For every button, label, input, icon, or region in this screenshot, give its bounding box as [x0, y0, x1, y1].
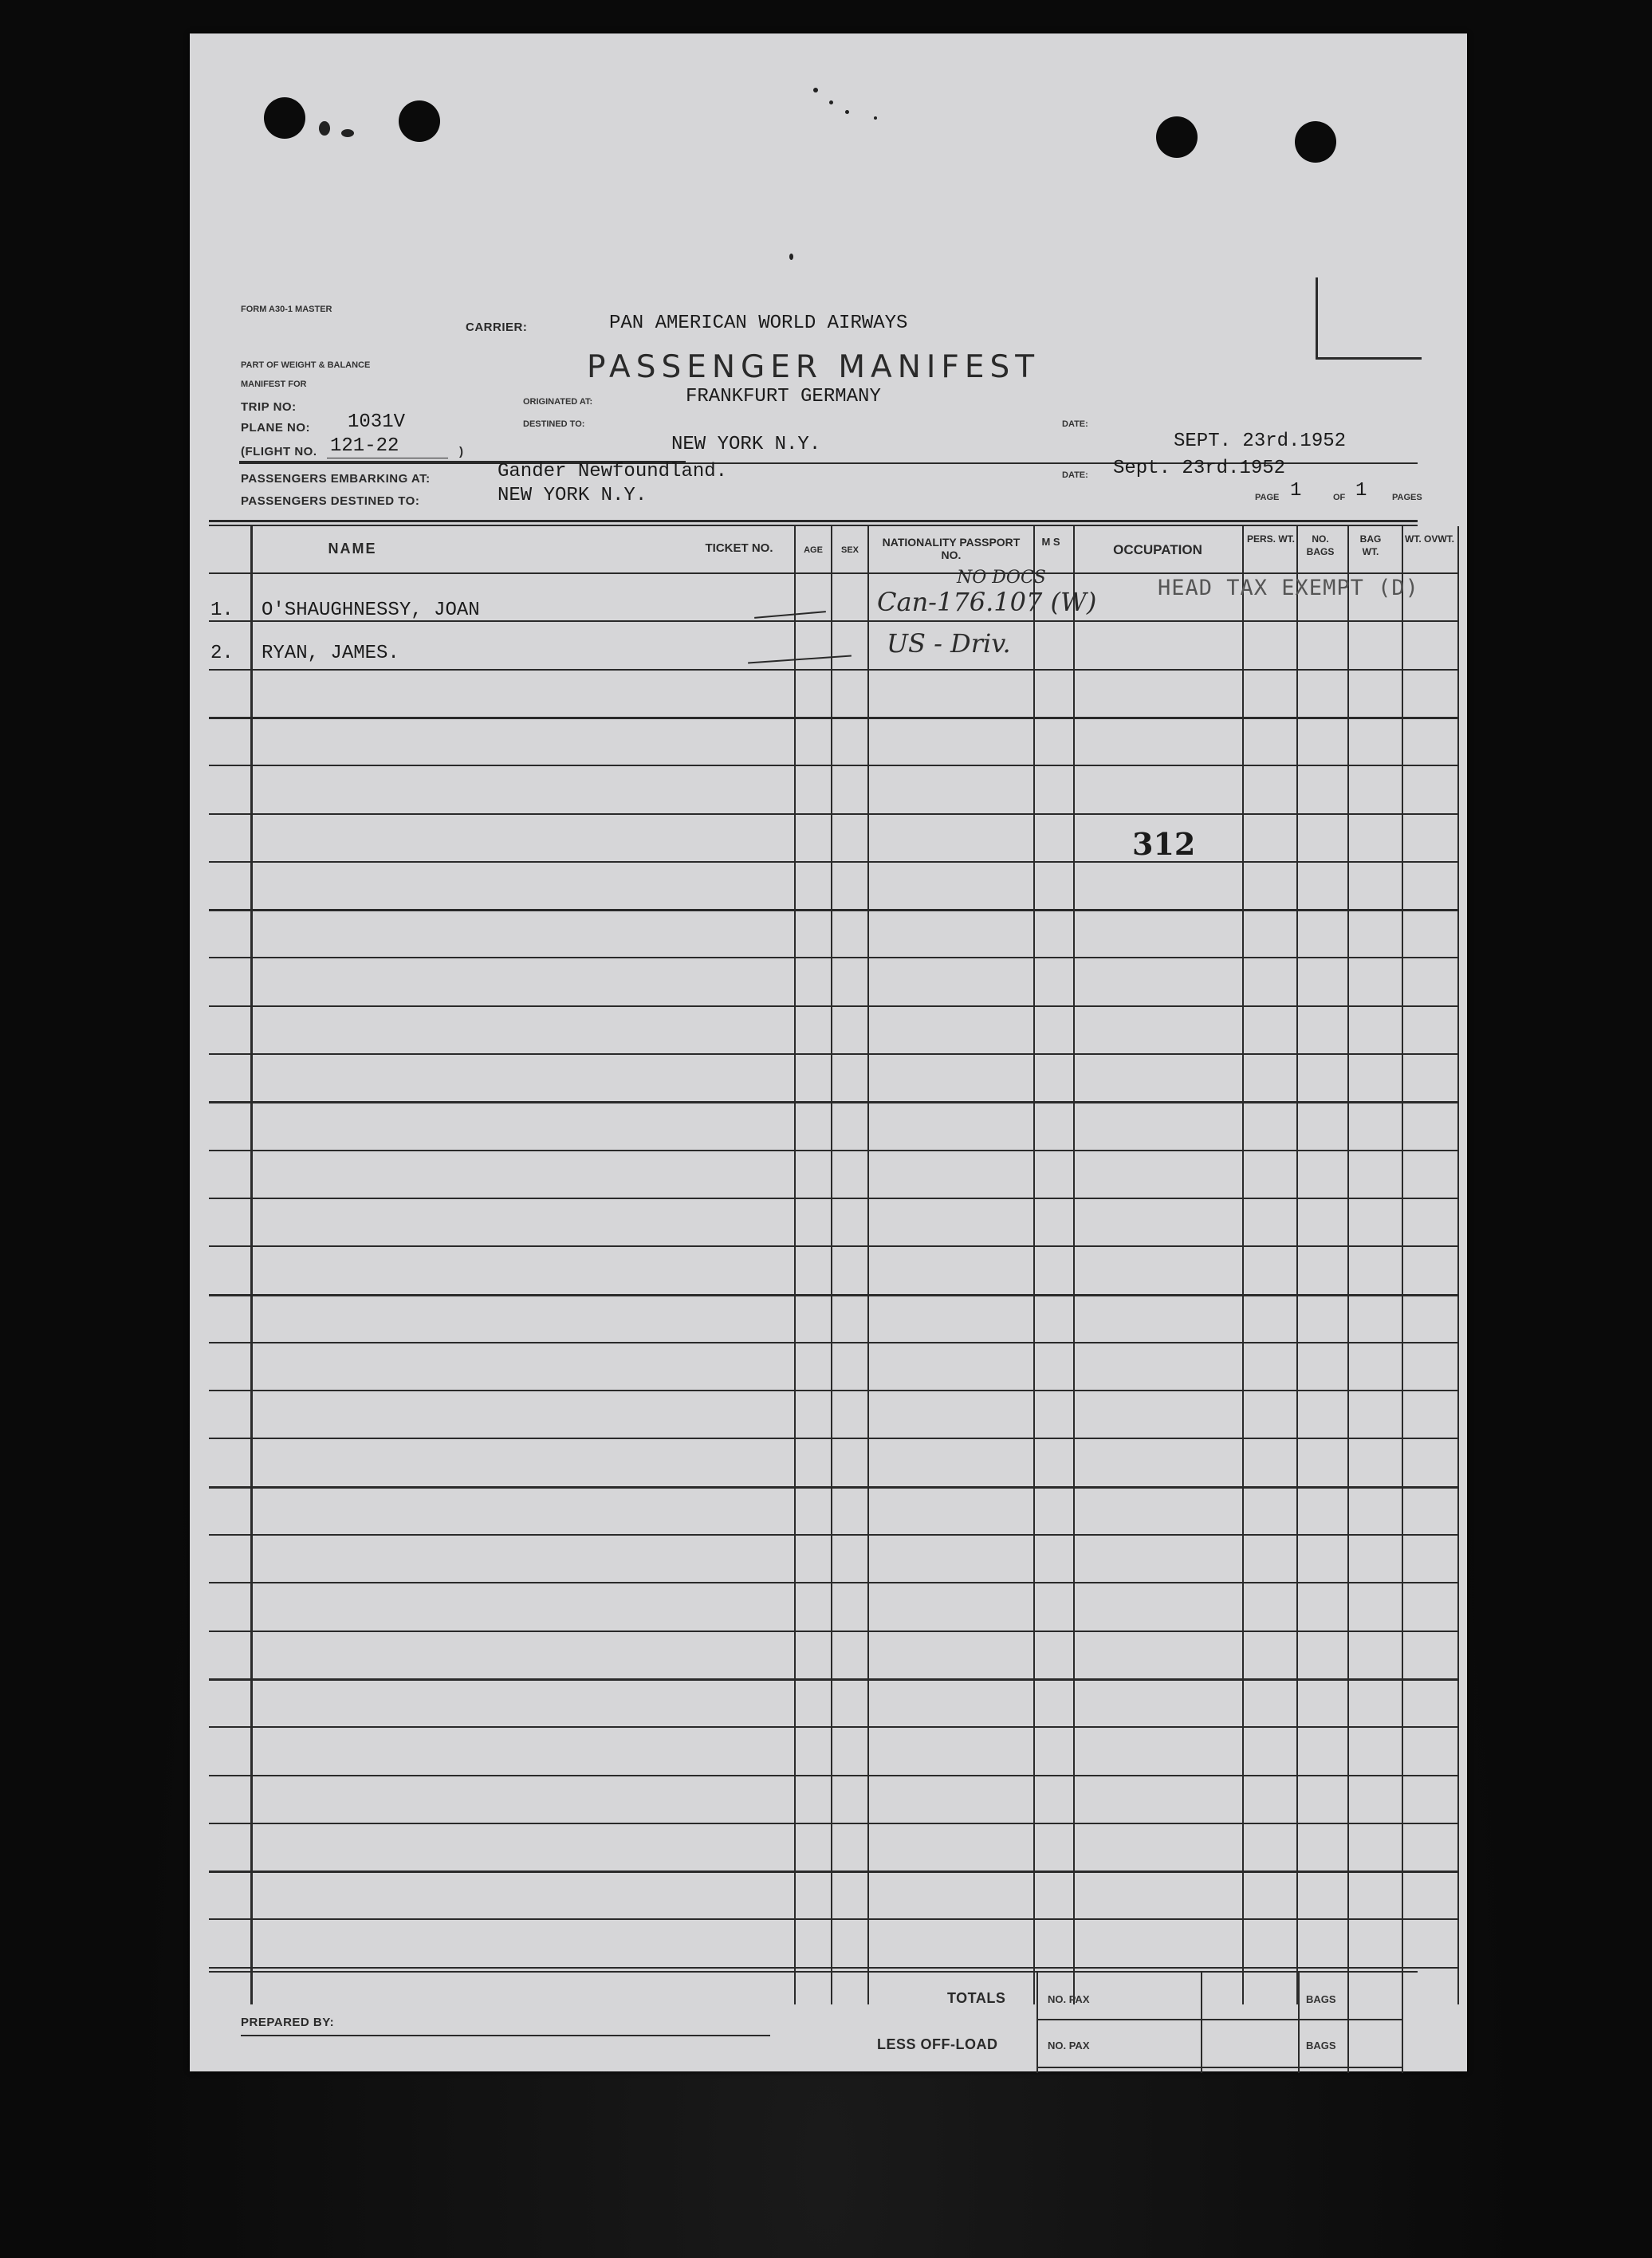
col-header-sex: SEX: [840, 545, 859, 555]
nationality-note: NO DOCS: [957, 568, 1046, 588]
prepared-by-line: [241, 2035, 770, 2036]
table-row-rule: [209, 1053, 1457, 1055]
totals-bags-label: BAGS: [1306, 1993, 1336, 2005]
table-top-rule: [209, 520, 1418, 522]
col-divider: [250, 526, 253, 2004]
manifest-sheet: [190, 33, 1467, 2071]
footer-divider: [1402, 1971, 1403, 2073]
table-top-rule-2: [209, 525, 1418, 526]
destined-pax-value: NEW YORK N.Y.: [498, 485, 647, 506]
punch-hole-icon: [1156, 116, 1198, 158]
col-divider: [1402, 526, 1403, 2004]
page-annotation-number: 312: [1132, 826, 1196, 862]
table-row-rule: [209, 1534, 1457, 1536]
page-title: PASSENGER MANIFEST: [587, 349, 1040, 385]
corner-registration-mark: [1316, 277, 1422, 360]
col-divider: [1457, 526, 1459, 2004]
col-header-bag-wt: BAG WT.: [1359, 533, 1382, 557]
plane-no-label: PLANE NO:: [241, 421, 310, 435]
date2-label: DATE:: [1062, 470, 1088, 480]
form-number: FORM A30-1 MASTER: [241, 305, 332, 314]
embarking-label: PASSENGERS EMBARKING AT:: [241, 472, 431, 486]
footer-divider: [1036, 1971, 1038, 2073]
embarking-value: Gander Newfoundland.: [498, 461, 728, 482]
table-row-rule: [209, 1101, 1457, 1103]
table-row-rule: [209, 1294, 1457, 1296]
table-row-rule: [209, 572, 1457, 574]
footer-mid-rule: [1036, 2019, 1402, 2020]
page-value: 1: [1290, 480, 1302, 502]
table-row-rule: [209, 1726, 1457, 1728]
col-divider: [1296, 526, 1298, 2004]
head-tax-stamp: HEAD TAX EXEMPT (D): [1158, 576, 1419, 600]
table-row-rule: [209, 813, 1457, 815]
punch-hole-icon: [1295, 121, 1336, 163]
speck: [829, 100, 833, 104]
col-divider: [1347, 526, 1349, 2004]
speck: [789, 254, 793, 260]
table-row-rule: [209, 1005, 1457, 1007]
carrier-value: PAN AMERICAN WORLD AIRWAYS: [609, 313, 908, 334]
totals-no-pax-label: NO. PAX: [1048, 1993, 1090, 2005]
col-divider: [1033, 526, 1035, 2004]
speck: [319, 121, 330, 136]
passenger-name: RYAN, JAMES.: [262, 643, 399, 664]
table-row-rule: [209, 1390, 1457, 1391]
speck: [845, 110, 849, 114]
destined-label: DESTINED TO:: [523, 419, 585, 429]
destined-pax-label: PASSENGERS DESTINED TO:: [241, 494, 420, 508]
date-label: DATE:: [1062, 419, 1088, 429]
footer-divider: [1201, 1971, 1202, 2073]
date-value: SEPT. 23rd.1952: [1174, 431, 1347, 452]
col-divider: [831, 526, 832, 2004]
table-row-rule: [209, 1582, 1457, 1583]
nationality-passport: US - Driv.: [887, 628, 1011, 659]
trip-no-label: TRIP NO:: [241, 400, 297, 414]
table-row-rule: [209, 1918, 1457, 1920]
table-row-rule: [209, 1631, 1457, 1632]
plane-no-value: 1031V: [348, 411, 406, 433]
table-row-rule: [209, 909, 1457, 911]
date2-value: Sept. 23rd.1952: [1113, 458, 1286, 479]
offload-bags-label: BAGS: [1306, 2040, 1336, 2051]
ticket-dash: [748, 655, 852, 663]
speck: [874, 116, 877, 120]
of-label: OF: [1333, 493, 1346, 502]
col-divider: [867, 526, 869, 2004]
col-header-ticket: TICKET NO.: [705, 541, 773, 555]
totals-label: TOTALS: [947, 1990, 1006, 2006]
originated-label: ORIGINATED AT:: [523, 397, 593, 407]
flight-no-close: ): [459, 445, 464, 458]
row-number: 1.: [210, 600, 234, 621]
col-header-wt-ovwt: WT. OVWT.: [1405, 533, 1454, 545]
col-header-nationality: NATIONALITY PASSPORT NO.: [882, 536, 1021, 561]
table-row-rule: [209, 861, 1457, 863]
carrier-label: CARRIER:: [466, 321, 528, 334]
footer-divider: [1298, 1971, 1300, 2073]
table-row-rule: [209, 1823, 1457, 1824]
table-row-rule: [209, 1342, 1457, 1343]
table-row-rule: [209, 717, 1457, 719]
footer-end-rule: [1036, 2067, 1402, 2068]
col-divider: [794, 526, 796, 2004]
pages-label: PAGES: [1392, 493, 1422, 502]
row-number: 2.: [210, 643, 234, 664]
offload-no-pax-label: NO. PAX: [1048, 2040, 1090, 2051]
table-bottom-rule: [209, 1971, 1418, 1973]
pages-value: 1: [1355, 480, 1367, 502]
table-row-rule: [209, 1486, 1457, 1489]
col-divider: [1073, 526, 1075, 2004]
col-header-pers-wt: PERS. WT.: [1247, 533, 1296, 545]
table-row-rule: [209, 765, 1457, 766]
table-row-rule: [209, 1245, 1457, 1247]
flight-no-label: (FLIGHT NO.: [241, 445, 317, 458]
nationality-passport: Can-176.107 (W): [877, 587, 1097, 617]
ticket-dash: [754, 611, 826, 619]
flight-no-value: 121-22: [330, 435, 399, 457]
part-of-label-2: MANIFEST FOR: [241, 380, 307, 389]
passenger-name: O'SHAUGHNESSY, JOAN: [262, 600, 480, 621]
originated-value: FRANKFURT GERMANY: [686, 386, 881, 407]
speck: [341, 129, 354, 137]
table-row-rule: [209, 1150, 1457, 1151]
prepared-by-label: PREPARED BY:: [241, 2016, 335, 2029]
col-header-no-bags: NO. BAGS: [1306, 533, 1335, 557]
table-row-rule: [209, 1967, 1457, 1969]
table-row-rule: [209, 1198, 1457, 1199]
table-row-rule: [209, 669, 1457, 671]
table-row-rule: [209, 957, 1457, 958]
col-header-age: AGE: [804, 545, 823, 555]
destined-value: NEW YORK N.Y.: [671, 434, 821, 455]
table-row-rule: [209, 1775, 1457, 1776]
col-divider: [1242, 526, 1244, 2004]
footer-divider: [1347, 1971, 1349, 2073]
table-row-rule: [209, 1678, 1457, 1681]
table-row-rule: [209, 1871, 1457, 1873]
part-of-label-1: PART OF WEIGHT & BALANCE: [241, 360, 371, 370]
col-header-ms: M S: [1041, 536, 1060, 548]
less-offload-label: LESS OFF-LOAD: [877, 2036, 998, 2052]
col-header-name: NAME: [328, 541, 377, 557]
table-row-rule: [209, 1438, 1457, 1439]
punch-hole-icon: [264, 97, 305, 139]
punch-hole-icon: [399, 100, 440, 142]
page-label: PAGE: [1255, 493, 1280, 502]
col-header-occupation: OCCUPATION: [1113, 542, 1202, 557]
speck: [813, 88, 818, 92]
